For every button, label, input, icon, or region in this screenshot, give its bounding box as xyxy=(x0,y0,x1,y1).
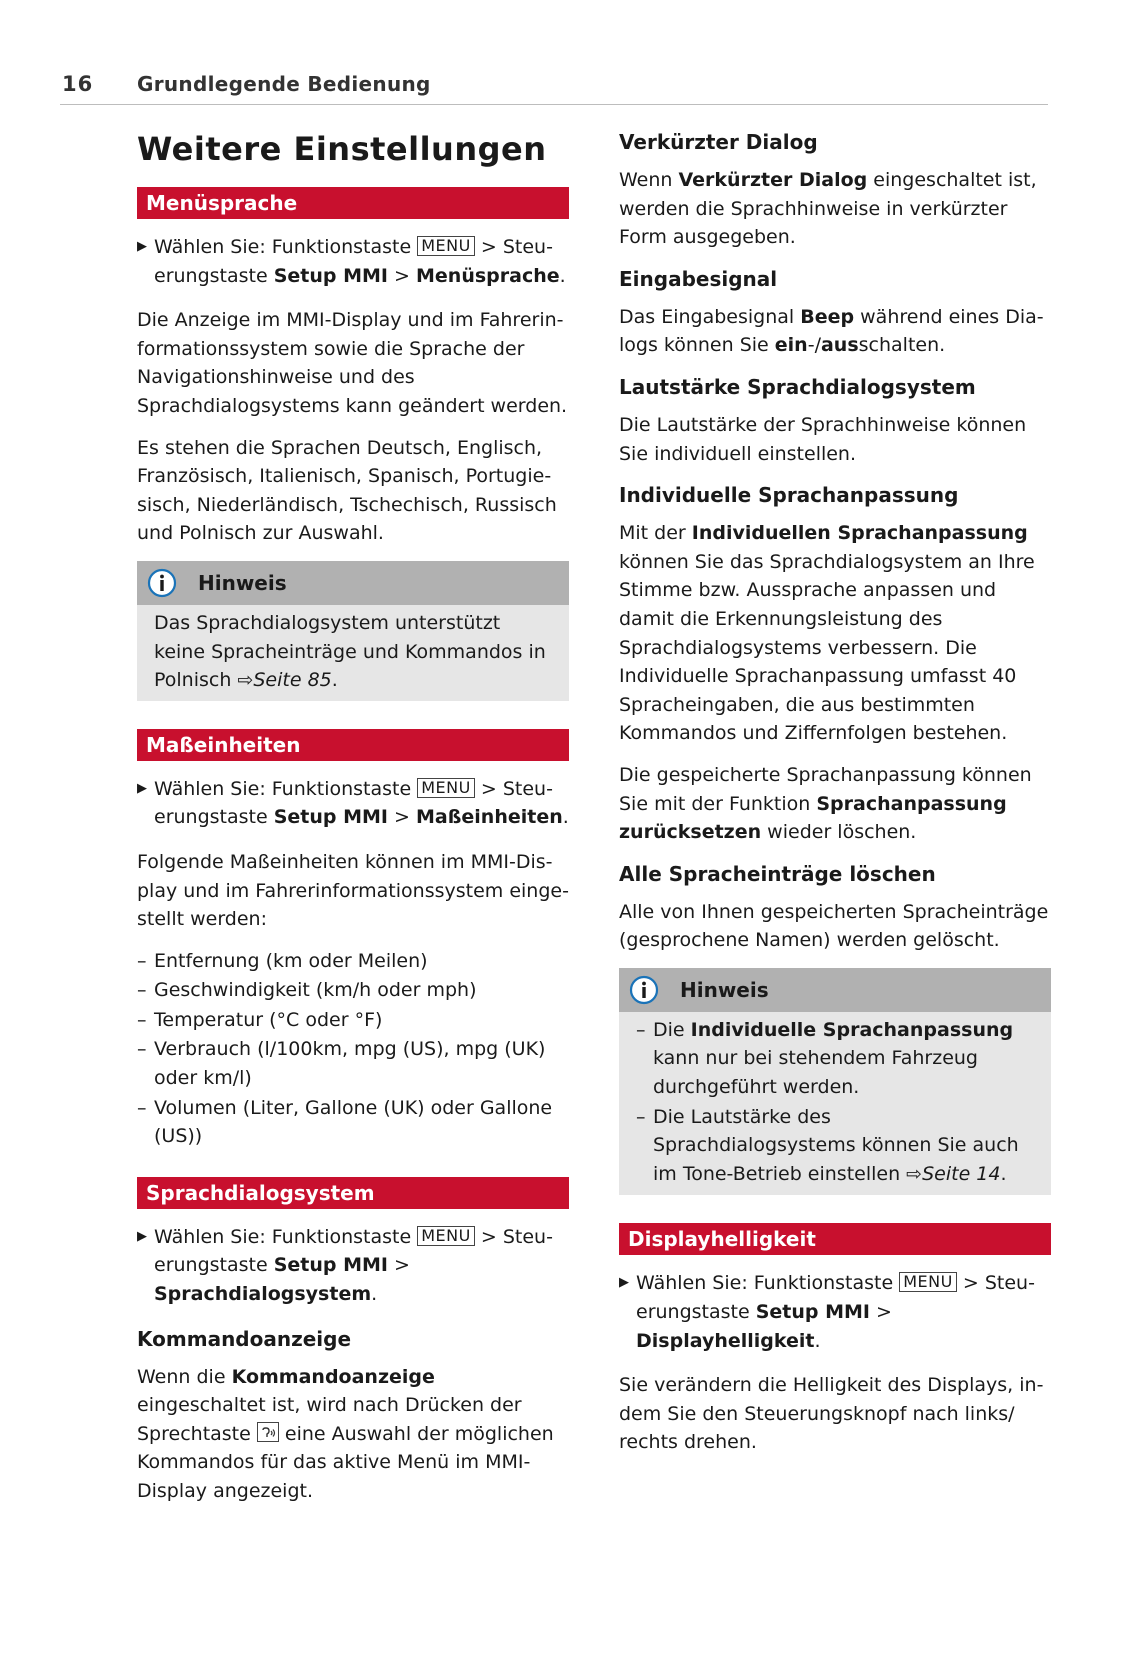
right-column xyxy=(619,128,1051,1470)
subheading-eingabesignal: Eingabesignal xyxy=(619,266,778,291)
page-link[interactable]: Seite 85 xyxy=(253,669,332,692)
left-column xyxy=(137,124,569,1519)
menu-key: MENU xyxy=(899,1272,957,1292)
paragraph: Das Eingabesignal Beep während eines Dialogs können Sie ein-/ausschalten. xyxy=(619,305,1044,357)
step-triangle-icon: ▶ xyxy=(137,1228,147,1244)
instruction-step: ▶ Wählen Sie: Funktionstaste MENU > Steuerungstaste Setup MMI > Maßeinheiten. xyxy=(137,775,569,832)
paragraph: Sie verändern die Helligkeit des Displays, indem Sie den Steuerungsknopf nach links/ rechts drehen. xyxy=(619,1374,1044,1454)
list-item: – Temperatur (°C oder °F) xyxy=(137,1006,569,1035)
page-number: 16 xyxy=(62,72,94,96)
section-heading-displayhelligkeit: Displayhelligkeit xyxy=(619,1223,1051,1255)
note-box xyxy=(619,968,1051,1196)
section-heading-menuesprache: Menüsprache xyxy=(137,187,569,219)
arrow-icon: ⇨ xyxy=(237,669,254,692)
paragraph: Die gespeicherte Sprachanpassung können Sie mit der Funktion Sprachanpassung zurücksetzen wieder löschen. xyxy=(619,763,1032,844)
note-title: Hinweis xyxy=(680,977,769,1002)
menu-key: MENU xyxy=(417,236,475,256)
list-item: – Verbrauch (l/100km, mpg (US), mpg (UK) oder km/l) xyxy=(137,1035,569,1092)
note-box: Hinweis Das Sprachdialogsystem unterstützt keine Spracheinträge und Kommandos in Polnisch ⇨Seite 85. xyxy=(137,561,569,701)
section-heading-masseinheiten: Maßeinheiten xyxy=(137,729,569,761)
speech-key-icon xyxy=(257,1422,279,1442)
step-triangle-icon: ▶ xyxy=(137,239,147,254)
paragraph: Wenn Verkürzter Dialog eingeschaltet ist, werden die Sprachhinweise in verkürzter Form ausgegeben. xyxy=(619,169,1037,249)
paragraph: Es stehen die Sprachen Deutsch, Englisch, Französisch, Italienisch, Spanisch, Portugiesisch, Niederländisch, Tschechisch, Russisch und Polnisch zur Auswahl. xyxy=(137,436,557,545)
paragraph: Wenn die Kommandoanzeige eingeschaltet ist, wird nach Drücken der Sprechtaste eine Auswahl der möglichen Kommandos für das aktive Menü im MMI-Display angezeigt. xyxy=(137,1365,554,1502)
section-heading-sprachdialogsystem: Sprachdialogsystem xyxy=(137,1177,569,1209)
menu-key: MENU xyxy=(417,778,475,798)
arrow-icon: ⇨ xyxy=(906,1162,923,1185)
note-title: Hinweis xyxy=(198,570,287,595)
paragraph: Die Anzeige im MMI-Display und im Fahrerinformationssystem sowie die Sprache der Navigationshinweise und des Sprachdialogsystems kann geändert werden. xyxy=(137,309,568,417)
list-item: – Die Individuelle Sprachanpassung kann nur bei stehendem Fahrzeug durchgeführt werden. xyxy=(636,1016,1039,1102)
list-item: – Entfernung (km oder Meilen) xyxy=(137,947,569,976)
info-icon xyxy=(629,975,659,1005)
paragraph: Die Lautstärke der Sprachhinweise können Sie individuell einstellen. xyxy=(619,413,1027,465)
paragraph: Mit der Individuellen Sprachanpassung können Sie das Sprachdialogsystem an Ihre Stimme bzw. Aussprache anpassen und damit die Erkennungsleistung des Sprachdialogsystems verbessern. Die Individuelle Sprachanpassung umfasst 40 Spracheingaben, die aus bestimmten Kommandos und Ziffernfolgen bestehen. xyxy=(619,522,1035,745)
subheading-verkuerzter-dialog: Verkürzter Dialog xyxy=(619,130,818,154)
list-item: – Die Lautstärke des Sprachdialogsystems können Sie auch im Tone-Betrieb einstellen ⇨Seite 14. xyxy=(636,1103,1039,1189)
page-link[interactable]: Seite 14 xyxy=(922,1162,1001,1185)
instruction-step: ▶ Wählen Sie: Funktionstaste MENU > Steuerungstaste Setup MMI > Displayhelligkeit. xyxy=(619,1269,1051,1355)
units-list xyxy=(137,947,569,1151)
page-header xyxy=(60,70,1048,105)
chapter-title: Grundlegende Bedienung xyxy=(137,72,431,96)
list-item: – Geschwindigkeit (km/h oder mph) xyxy=(137,976,569,1005)
subheading-kommandoanzeige: Kommandoanzeige xyxy=(137,1326,352,1351)
list-item: – Volumen (Liter, Gallone (UK) oder Gallone (US)) xyxy=(137,1094,569,1151)
paragraph: Folgende Maßeinheiten können im MMI-Display und im Fahrerinformationssystem eingestellt werden: xyxy=(137,850,569,931)
menu-key: MENU xyxy=(417,1226,475,1246)
info-icon xyxy=(147,568,177,598)
subheading-lautstaerke: Lautstärke Sprachdialogsystem xyxy=(619,374,976,399)
step-triangle-icon: ▶ xyxy=(619,1275,629,1291)
paragraph: Alle von Ihnen gespeicherten Spracheinträge (gesprochene Namen) werden gelöscht. xyxy=(619,900,1049,952)
subheading-individuelle-sprachanpassung: Individuelle Sprachanpassung xyxy=(619,483,959,508)
step-triangle-icon: ▶ xyxy=(137,780,147,796)
instruction-step: ▶ Wählen Sie: Funktionstaste MENU > Steuerungstaste Setup MMI > Menüsprache. xyxy=(137,233,569,290)
page-title: Weitere Einstellungen xyxy=(137,130,547,168)
instruction-step: ▶ Wählen Sie: Funktionstaste MENU > Steuerungstaste Setup MMI > Sprachdialogsystem. xyxy=(137,1223,569,1309)
subheading-alle-loeschen: Alle Spracheinträge löschen xyxy=(619,861,936,886)
